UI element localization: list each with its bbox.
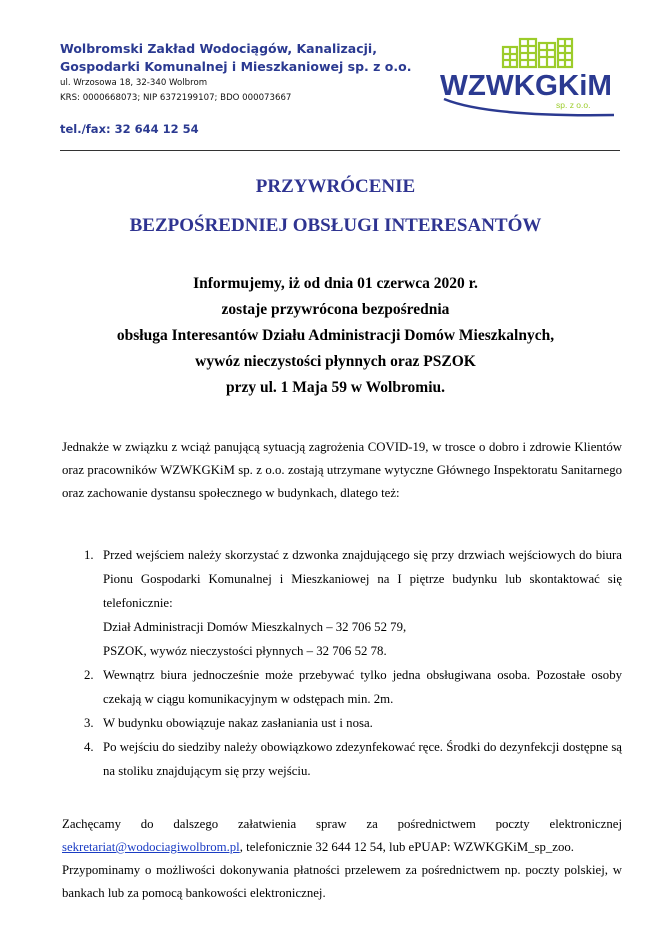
notice-line: przy ul. 1 Maja 59 w Wolbromiu.	[225, 379, 446, 396]
list-number: 4.	[84, 740, 94, 754]
list-item	[62, 543, 622, 663]
notice-line: obsługa Interesantów Działu Administracji Domów Mieszkalnych,	[116, 327, 555, 344]
logo-subtext: sp. z o.o.	[556, 100, 591, 110]
company-logo	[438, 35, 618, 119]
email-link[interactable]: sekretariat@wodociagiwolbrom.pl	[62, 840, 240, 854]
contact-text: , telefonicznie 32 644 12 54, lub ePUAP: WZWKGKiM_sp_zoo.	[239, 840, 574, 854]
page-title-line2: BEZPOŚREDNIEJ OBSŁUGI INTERESANTÓW	[129, 215, 542, 236]
closing-block	[62, 813, 622, 905]
buildings-icon	[503, 39, 572, 67]
company-address: ul. Wrzosowa 18, 32-340 Wolbrom	[60, 78, 208, 88]
list-item	[62, 711, 622, 735]
company-phone: tel./fax: 32 644 12 54	[60, 122, 199, 136]
contact-text: Zachęcamy do dalszego załatwienia spraw za pośrednictwem poczty elektronicznej	[62, 817, 622, 831]
header-divider	[60, 150, 620, 151]
list-item-text: Przed wejściem należy skorzystać z dzwonka znajdującego się przy drzwiach wejściowych do biura Pionu Gospodarki Komunalnej i Mieszkaniowej na I piętrze budynku lub skontaktować się telefonicznie:	[103, 548, 622, 610]
rules-list	[62, 543, 622, 783]
company-registry: KRS: 0000668073; NIP 6372199107; BDO 000073667	[60, 93, 292, 103]
list-item	[62, 663, 622, 711]
list-item-text: Po wejściu do siedziby należy obowiązkowo zdezynfekować ręce. Środki do dezynfekcji dostępne są na stoliku znajdującym się przy wejściu.	[103, 740, 622, 778]
list-item	[62, 735, 622, 783]
payment-paragraph: Przypominamy o możliwości dokonywania płatności przelewem za pośrednictwem np. poczty polskiej, w bankach lub za pomocą bankowości elektronicznej.	[62, 863, 622, 900]
list-number: 1.	[84, 548, 94, 562]
list-item-text: Wewnątrz biura jednocześnie może przebywać tylko jedna obsługiwana osoba. Pozostałe osoby czekają w ciągu komunikacyjnym w odstępach min. 2m.	[103, 668, 622, 706]
logo-text: WZWKGKiM	[440, 70, 612, 102]
intro-paragraph: Jednakże w związku z wciąż panującą sytuacją zagrożenia COVID-19, w trosce o dobro i zdrowie Klientów oraz pracowników WZWKGKiM sp. z o.o. zostają utrzymane wytyczne Głównego Inspektoratu Sanitarnego oraz zachowanie dystansu społecznego w budynkach, dlatego też:	[62, 440, 622, 500]
contact-paragraph	[62, 813, 622, 859]
contact-line: Dział Administracji Domów Mieszkalnych – 32 706 52 79,	[103, 620, 407, 634]
notice-line: zostaje przywrócona bezpośrednia	[221, 301, 450, 318]
letterhead	[60, 40, 620, 144]
notice-block	[0, 271, 671, 401]
company-name-line1: Wolbromski Zakład Wodociągów, Kanalizacji,	[60, 41, 377, 56]
list-number: 2.	[84, 668, 94, 682]
contact-line: PSZOK, wywóz nieczystości płynnych – 32 706 52 78.	[103, 644, 387, 658]
company-name-line2: Gospodarki Komunalnej i Mieszkaniowej sp. z o.o.	[60, 59, 412, 74]
page-title-line1: PRZYWRÓCENIE	[255, 176, 416, 197]
notice-line: Informujemy, iż od dnia 01 czerwca 2020 r.	[193, 275, 478, 292]
list-item-text: W budynku obowiązuje nakaz zasłaniania ust i nosa.	[103, 716, 373, 730]
list-number: 3.	[84, 716, 94, 730]
notice-line: wywóz nieczystości płynnych oraz PSZOK	[195, 353, 476, 370]
